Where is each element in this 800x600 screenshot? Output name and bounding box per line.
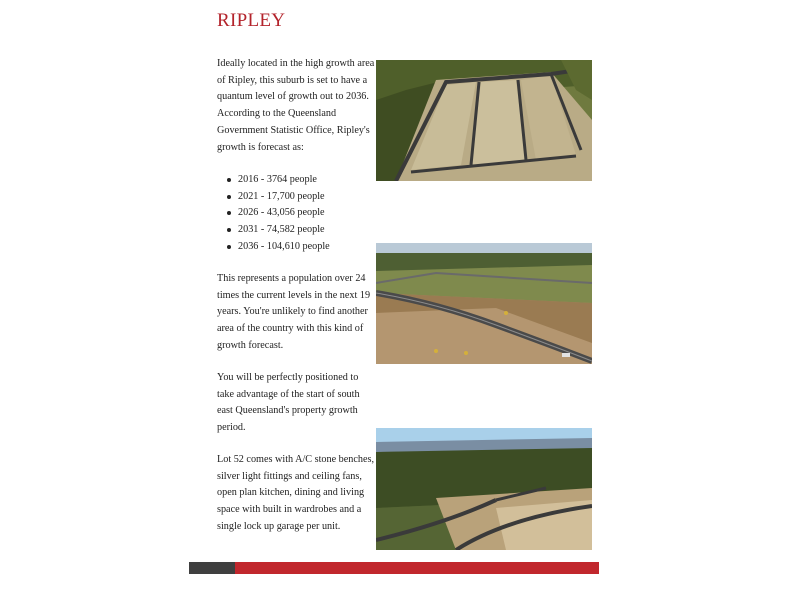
aerial-photo-road: [376, 243, 592, 364]
intro-paragraph: Ideally located in the high growth area of Ripley, this suburb is set to have a quantum level of growth out to 2036. According to the Queensland Government Statistic Office, Ripley's growth is forecast as:: [217, 58, 375, 153]
features-paragraph: Lot 52 comes with A/C stone benches, silver light fittings and ceiling fans, open plan kitchen, dining and living space with built in wardrobes and a single lock up garage per unit.: [217, 454, 375, 532]
page-title: RIPLEY: [217, 10, 286, 31]
list-item: 2031 - 74,582 people: [227, 222, 330, 239]
list-item: 2021 - 17,700 people: [227, 189, 330, 206]
list-item: 2026 - 43,056 people: [227, 205, 330, 222]
footer-bar-red: [235, 562, 599, 574]
list-item: 2036 - 104,610 people: [227, 239, 330, 256]
aerial-photo-subdivision: [376, 60, 592, 181]
footer-bar-dark: [189, 562, 235, 574]
list-item: 2016 - 3764 people: [227, 172, 330, 189]
positioning-paragraph: You will be perfectly positioned to take advantage of the start of south east Queensland's property growth period.: [217, 372, 360, 434]
forecast-list: [227, 172, 330, 256]
aerial-photo-forest: [376, 428, 592, 550]
growth-paragraph: This represents a population over 24 times the current levels in the next 19 years. You're unlikely to find another area of the country with this kind of growth forecast.: [217, 273, 371, 351]
